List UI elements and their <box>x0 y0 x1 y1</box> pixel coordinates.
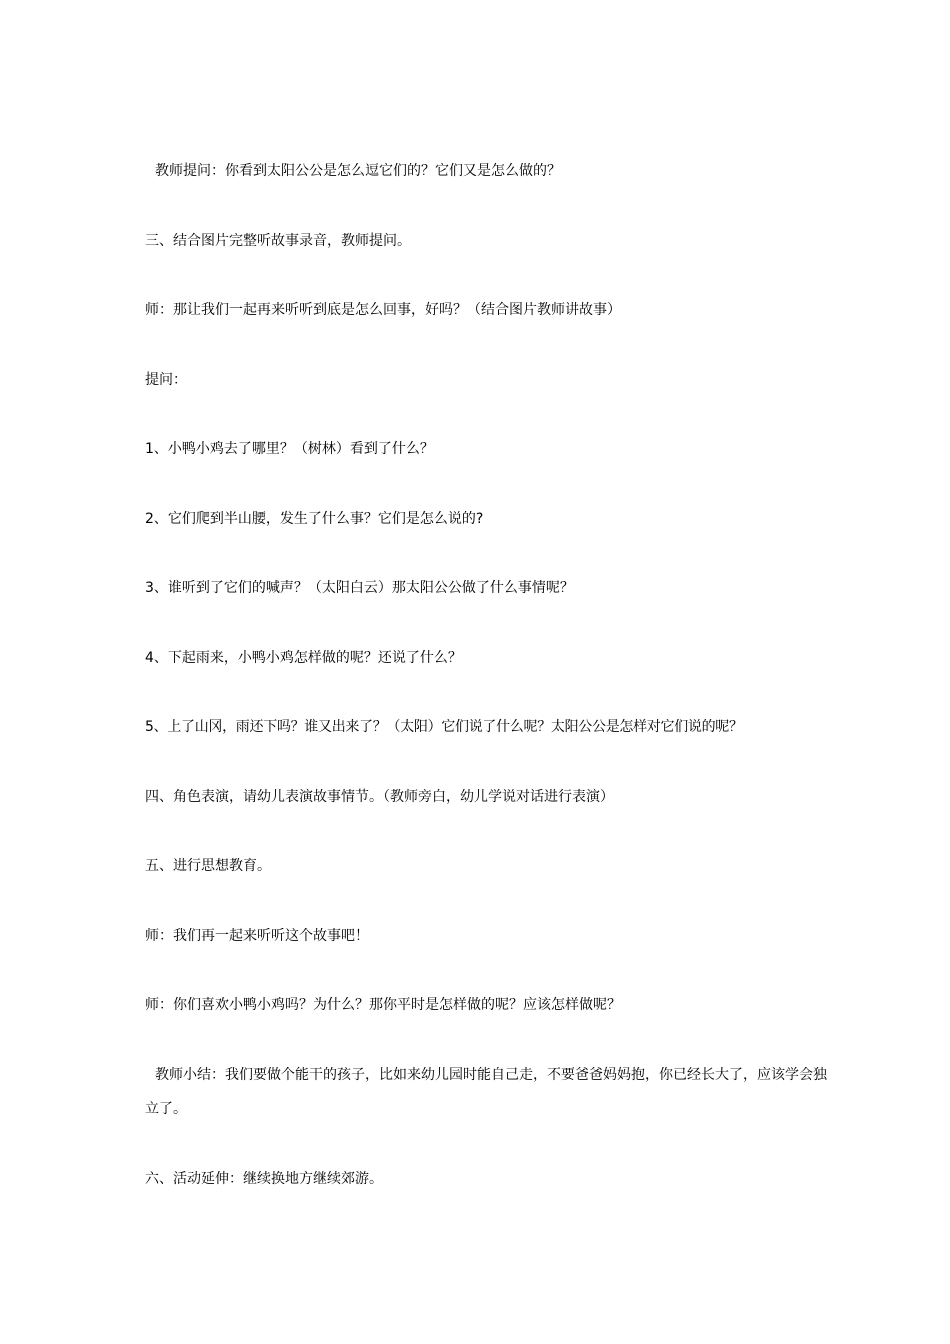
paragraph-questions-heading: 提问： <box>145 372 187 388</box>
paragraph-teacher-retell: 师：我们再一起来听听这个故事吧！ <box>145 928 369 944</box>
paragraph-section-four: 四、角色表演，请幼儿表演故事情节。（教师旁白，幼儿学说对话进行表演） <box>145 789 614 805</box>
paragraph-teacher-summary: 教师小结：我们要做个能干的孩子，比如来幼儿园时能自己走，不要爸爸妈妈抱，你已经长大了，应该学会独立了。 <box>145 1067 827 1117</box>
paragraph-section-three: 三、结合图片完整听故事录音，教师提问。 <box>145 233 411 249</box>
paragraph-question-3: 3、谁听到了它们的喊声？（太阳白云）那太阳公公做了什么事情呢？ <box>145 580 574 596</box>
paragraph-teacher-question: 教师提问：你看到太阳公公是怎么逗它们的？它们又是怎么做的？ <box>155 163 561 179</box>
paragraph-teacher-ask: 师：你们喜欢小鸭小鸡吗？为什么？那你平时是怎样做的呢？应该怎样做呢？ <box>145 997 621 1013</box>
paragraph-question-5: 5、上了山冈，雨还下吗？谁又出来了？（太阳）它们说了什么呢？太阳公公是怎样对它们说的呢？ <box>145 719 743 735</box>
paragraph-section-six: 六、活动延伸：继续换地方继续郊游。 <box>145 1171 383 1187</box>
paragraph-teacher-story: 师：那让我们一起再来听听到底是怎么回事，好吗？（结合图片教师讲故事） <box>145 302 621 318</box>
paragraph-question-2: 2、它们爬到半山腰，发生了什么事？它们是怎么说的? <box>145 511 484 527</box>
paragraph-question-4: 4、下起雨来，小鸭小鸡怎样做的呢？还说了什么？ <box>145 650 462 666</box>
paragraph-section-five: 五、进行思想教育。 <box>145 858 271 874</box>
paragraph-question-1: 1、小鸭小鸡去了哪里？（树林）看到了什么？ <box>145 441 434 457</box>
